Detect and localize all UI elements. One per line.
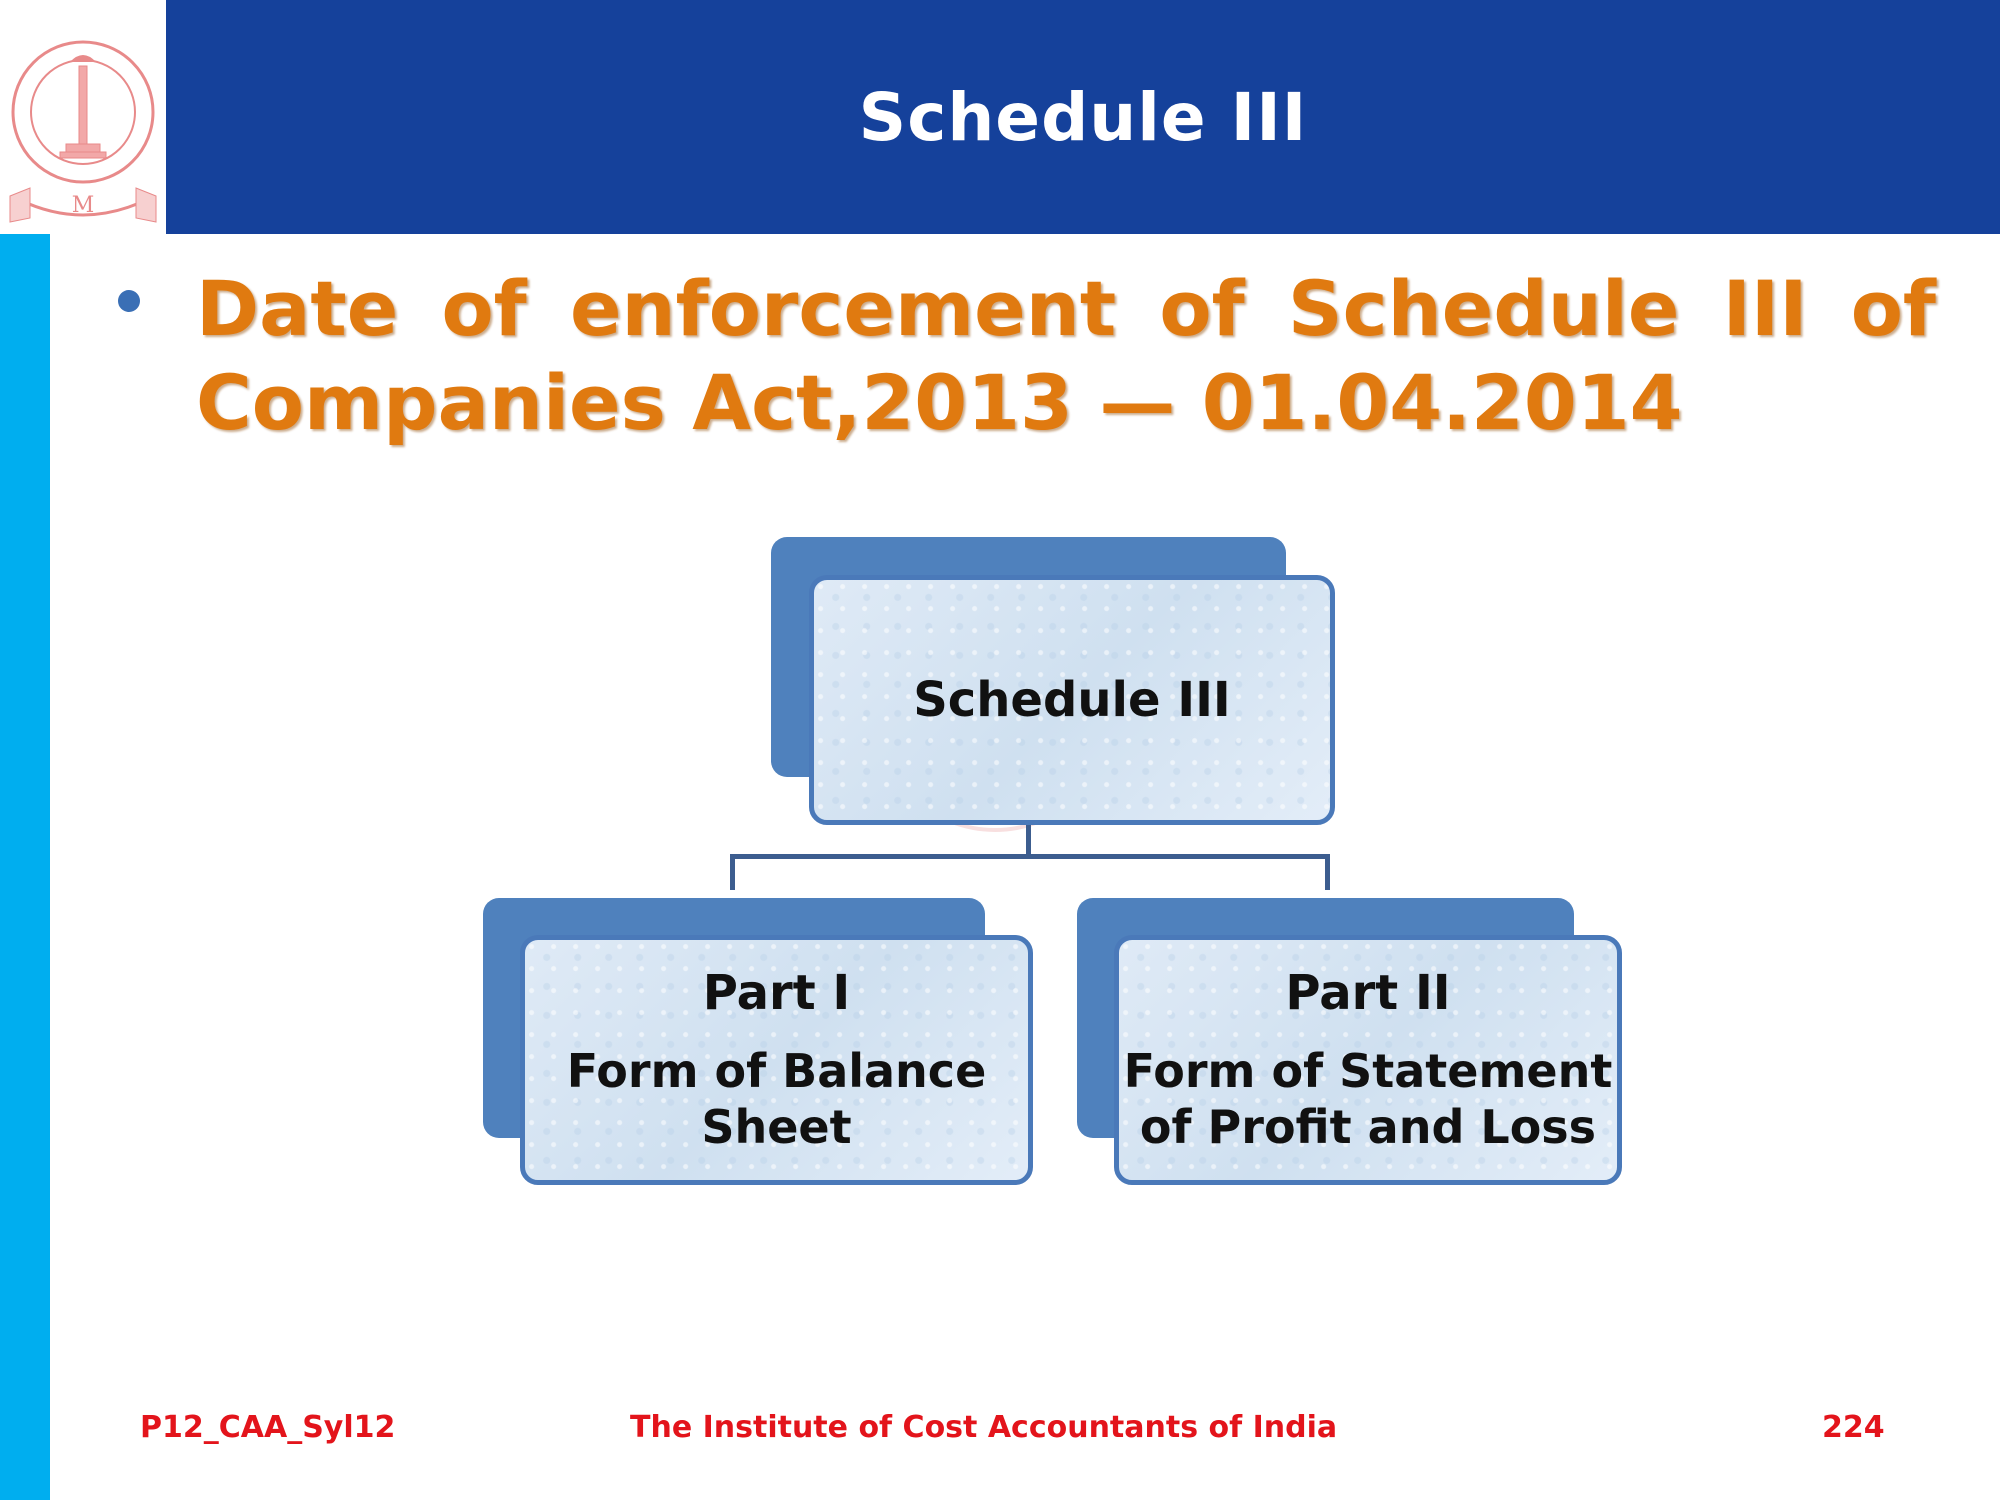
part-ii-title: Part II (1285, 965, 1451, 1021)
part-ii-desc-line-1: Form of Statement (1123, 1044, 1613, 1098)
page-number: 224 (1822, 1410, 1885, 1445)
bullet-line-2: Companies Act,2013 — 01.04.2014 (196, 358, 1683, 447)
institute-seal-icon (0, 0, 166, 234)
bullet-line-1: Date of enforcement of Schedule III of (196, 264, 1936, 353)
org-node-part-ii (1114, 935, 1622, 1185)
slide-title: Schedule III (858, 78, 1308, 156)
connector-right-drop (1325, 854, 1330, 890)
svg-text:M: M (71, 193, 95, 218)
footer-code: P12_CAA_Syl12 (140, 1410, 396, 1445)
org-node-part-i (520, 935, 1033, 1185)
part-i-title: Part I (702, 965, 851, 1021)
root-label: Schedule III (913, 672, 1231, 728)
bullet-icon (118, 290, 140, 312)
institute-logo (0, 0, 166, 234)
connector-left-drop (730, 854, 735, 890)
side-accent-bar (0, 234, 50, 1500)
connector-horizontal (730, 854, 1330, 859)
footer-institute: The Institute of Cost Accountants of India (630, 1410, 1338, 1445)
bullet-text (196, 262, 1936, 450)
part-ii-desc-line-2: of Profit and Loss (1139, 1100, 1597, 1154)
org-node-root (809, 575, 1335, 825)
part-i-desc-line-1: Form of Balance (566, 1044, 987, 1098)
part-i-desc-line-2: Sheet (701, 1100, 852, 1154)
